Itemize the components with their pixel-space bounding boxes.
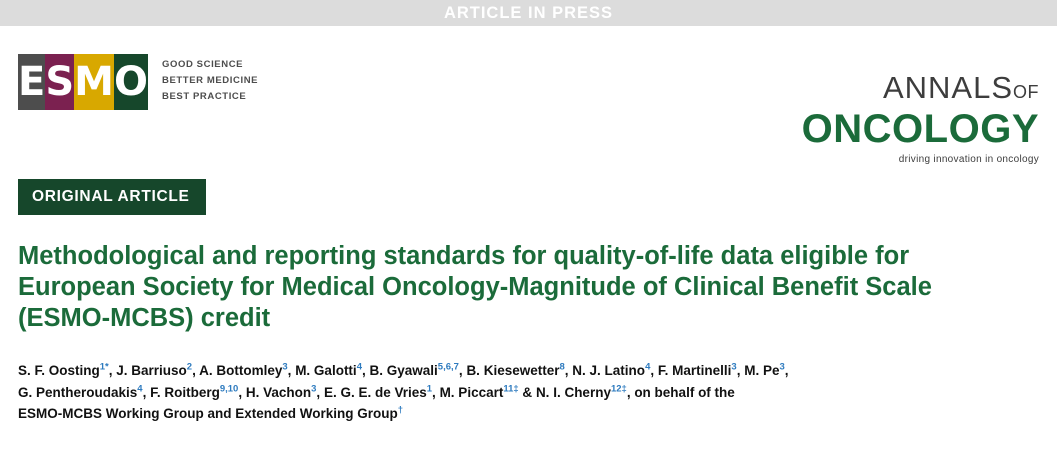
working-group-label: ESMO-MCBS Working Group and Extended Working Group [18, 406, 398, 421]
article-type-badge: ORIGINAL ARTICLE [18, 179, 206, 215]
author-separator: , [287, 363, 296, 378]
author-affiliation-marker: 9,10 [219, 383, 239, 394]
esmo-logo-letter-s: S [45, 54, 74, 110]
author-affiliation-marker: 4 [137, 383, 143, 394]
page-title [18, 241, 1039, 334]
author-affiliation-marker: 1* [99, 361, 109, 373]
author-name: M. Pe [744, 363, 780, 378]
author-name: G. Pentheroudakis [18, 384, 138, 400]
annals-word-of: OF [1013, 82, 1039, 102]
author-name: M. Galotti [295, 363, 357, 378]
author-affiliation-marker: 8 [559, 361, 565, 373]
author-affiliation-marker: 12‡ [610, 383, 627, 394]
article-in-press-label: ARTICLE IN PRESS [443, 3, 614, 22]
annals-word-annals: ANNALS [882, 70, 1013, 105]
working-group-footnote-marker: † [397, 404, 404, 416]
author-name: S. F. Oosting [18, 363, 100, 378]
author-name: B. Kiesewetter [466, 363, 560, 378]
author-separator: , [108, 363, 117, 378]
author-separator: , [238, 384, 246, 400]
page-title-line-2: European Society for Medical Oncology-Magnitude of Clinical Benefit Scale [18, 273, 932, 301]
masthead [0, 26, 1057, 165]
author-name: A. Bottomley [199, 363, 283, 378]
author-separator: , [458, 363, 467, 378]
author-affiliation-marker: 3 [731, 361, 737, 373]
author-list-line-1 [18, 360, 1039, 382]
annals-word-oncology: ONCOLOGY [801, 107, 1039, 151]
author-separator: , [192, 363, 200, 378]
article-header [0, 151, 1057, 425]
author-separator: & [518, 384, 536, 400]
esmo-tagline-line-2: BETTER MEDICINE [162, 75, 259, 86]
author-separator: , [564, 363, 573, 378]
author-separator: , [432, 384, 440, 400]
esmo-tagline-line-1: GOOD SCIENCE [162, 59, 244, 70]
author-name: E. G. E. de Vries [323, 384, 427, 400]
author-list-line-2 [18, 382, 1039, 404]
author-separator: , on behalf of the [626, 384, 735, 400]
author-affiliation-marker: 4 [356, 361, 362, 373]
author-name: F. Martinelli [657, 363, 732, 378]
author-name: J. Barriuso [116, 363, 187, 378]
esmo-tagline-line-3: BEST PRACTICE [162, 91, 247, 102]
author-separator: , [784, 363, 789, 378]
author-affiliation-marker: 3 [282, 361, 288, 373]
author-affiliation-marker: 2 [186, 361, 193, 373]
author-separator: , [650, 363, 658, 378]
author-affiliation-marker: 5,6,7 [437, 361, 459, 373]
author-separator: , [316, 384, 324, 400]
annals-wordmark-line-1 [802, 72, 1039, 108]
author-name: N. J. Latino [572, 363, 646, 378]
article-in-press-banner [0, 0, 1057, 26]
author-separator: , [361, 363, 370, 378]
author-list-line-3 [18, 403, 1039, 425]
author-affiliation-marker: 1 [426, 383, 433, 394]
author-name: N. I. Cherny [535, 384, 611, 400]
annals-of-oncology-logo [802, 72, 1039, 165]
author-affiliation-marker: 3 [311, 383, 317, 394]
author-name: M. Piccart [439, 384, 504, 400]
author-name: B. Gyawali [369, 363, 438, 378]
esmo-tagline [162, 54, 258, 105]
annals-strapline: driving innovation in oncology [898, 154, 1039, 165]
author-separator: , [142, 384, 151, 400]
esmo-logo-letter-o: O [114, 54, 148, 110]
author-affiliation-marker: 4 [645, 361, 651, 373]
author-name: F. Roitberg [150, 384, 220, 400]
author-list [18, 360, 1039, 425]
author-separator: , [736, 363, 745, 378]
esmo-logo [18, 54, 148, 110]
author-affiliation-marker: 3 [779, 361, 785, 373]
page-title-line-3: (ESMO-MCBS) credit [18, 304, 271, 332]
esmo-logo-block [18, 54, 258, 110]
author-affiliation-marker: 11‡ [503, 383, 519, 394]
esmo-logo-letter-m: M [74, 54, 114, 110]
author-name: H. Vachon [245, 384, 312, 400]
page-title-line-1: Methodological and reporting standards for quality-of-life data eligible for [18, 242, 910, 270]
esmo-logo-letter-e: E [18, 54, 45, 110]
